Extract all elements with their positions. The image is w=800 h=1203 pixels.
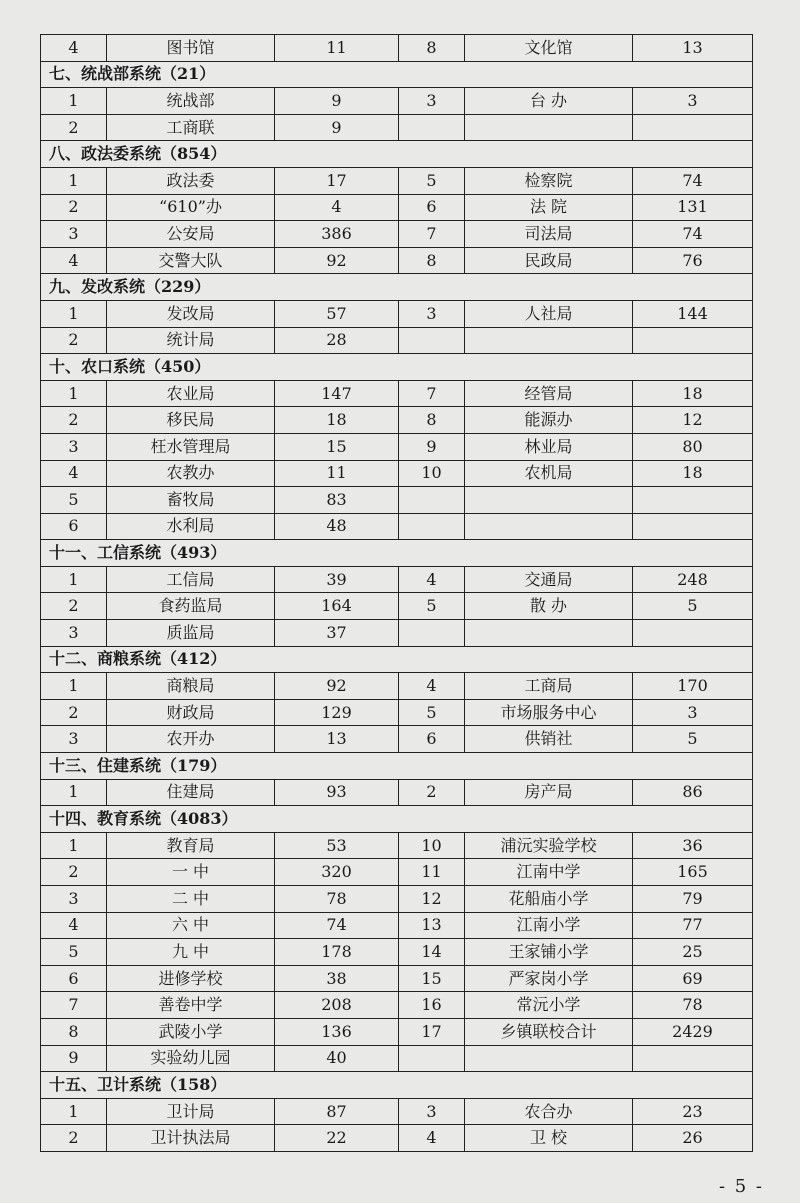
headcount-right: 18 (633, 380, 753, 407)
table-row (41, 487, 753, 514)
row-index-left: 1 (41, 88, 107, 115)
table-row (41, 1125, 753, 1152)
headcount-left: 38 (275, 965, 399, 992)
section-header-row (41, 646, 753, 673)
unit-name-right: 农合办 (465, 1098, 633, 1125)
row-index-right: 6 (399, 726, 465, 753)
unit-name-left: 卫计执法局 (107, 1125, 275, 1152)
section-title: 十二、商粮系统（412） (41, 646, 753, 673)
table-row (41, 1098, 753, 1125)
headcount-left: 40 (275, 1045, 399, 1072)
unit-name-left: 善卷中学 (107, 992, 275, 1019)
section-header-row (41, 1072, 753, 1099)
table-row (41, 912, 753, 939)
row-index-right: 8 (399, 407, 465, 434)
row-index-left: 1 (41, 779, 107, 806)
headcount-right: 78 (633, 992, 753, 1019)
headcount-left: 74 (275, 912, 399, 939)
unit-name-left: “610”办 (107, 194, 275, 221)
headcount-right: 248 (633, 566, 753, 593)
unit-name-right (465, 620, 633, 647)
table-row (41, 88, 753, 115)
unit-name-left: 工商联 (107, 114, 275, 141)
unit-name-right: 人社局 (465, 300, 633, 327)
headcount-left: 83 (275, 487, 399, 514)
row-index-left: 3 (41, 886, 107, 913)
row-index-left: 7 (41, 992, 107, 1019)
unit-name-right: 江南中学 (465, 859, 633, 886)
headcount-right: 25 (633, 939, 753, 966)
row-index-left: 4 (41, 35, 107, 62)
unit-name-left: 财政局 (107, 699, 275, 726)
unit-name-left: 住建局 (107, 779, 275, 806)
section-header-row (41, 354, 753, 381)
unit-name-left: 教育局 (107, 832, 275, 859)
unit-name-left: 图书馆 (107, 35, 275, 62)
headcount-right: 5 (633, 593, 753, 620)
section-title: 十四、教育系统（4083） (41, 806, 753, 833)
row-index-right: 5 (399, 699, 465, 726)
row-index-left: 6 (41, 513, 107, 540)
row-index-left: 2 (41, 114, 107, 141)
unit-name-left: 农教办 (107, 460, 275, 487)
unit-name-right (465, 114, 633, 141)
table-row (41, 1045, 753, 1072)
headcount-left: 78 (275, 886, 399, 913)
unit-name-left: 质监局 (107, 620, 275, 647)
table-row (41, 673, 753, 700)
headcount-right: 18 (633, 460, 753, 487)
table-row (41, 593, 753, 620)
headcount-right (633, 1045, 753, 1072)
unit-name-left: 农业局 (107, 380, 275, 407)
headcount-right (633, 513, 753, 540)
row-index-left: 5 (41, 939, 107, 966)
headcount-right: 3 (633, 88, 753, 115)
table-row (41, 779, 753, 806)
section-title: 十三、住建系统（179） (41, 753, 753, 780)
headcount-left: 208 (275, 992, 399, 1019)
unit-name-right: 能源办 (465, 407, 633, 434)
headcount-left: 28 (275, 327, 399, 354)
row-index-right: 4 (399, 566, 465, 593)
row-index-right: 5 (399, 167, 465, 194)
row-index-right (399, 114, 465, 141)
headcount-left: 17 (275, 167, 399, 194)
staff-allocation-table (40, 34, 753, 1152)
row-index-left: 4 (41, 247, 107, 274)
unit-name-right: 文化馆 (465, 35, 633, 62)
row-index-right: 13 (399, 912, 465, 939)
unit-name-left: 食药监局 (107, 593, 275, 620)
table-row (41, 992, 753, 1019)
table-row (41, 300, 753, 327)
row-index-right: 5 (399, 593, 465, 620)
section-header-row (41, 806, 753, 833)
row-index-right: 7 (399, 221, 465, 248)
headcount-left: 92 (275, 673, 399, 700)
headcount-right: 5 (633, 726, 753, 753)
row-index-right: 2 (399, 779, 465, 806)
unit-name-left: 交警大队 (107, 247, 275, 274)
unit-name-right (465, 1045, 633, 1072)
unit-name-right: 房产局 (465, 779, 633, 806)
unit-name-right: 散 办 (465, 593, 633, 620)
row-index-left: 2 (41, 699, 107, 726)
row-index-left: 2 (41, 593, 107, 620)
row-index-right: 3 (399, 1098, 465, 1125)
row-index-left: 8 (41, 1018, 107, 1045)
row-index-left: 4 (41, 912, 107, 939)
table-row (41, 460, 753, 487)
row-index-right (399, 513, 465, 540)
unit-name-right: 市场服务中心 (465, 699, 633, 726)
headcount-left: 92 (275, 247, 399, 274)
headcount-right (633, 327, 753, 354)
section-title: 七、统战部系统（21） (41, 61, 753, 88)
section-header-row (41, 274, 753, 301)
headcount-right: 144 (633, 300, 753, 327)
unit-name-left: 进修学校 (107, 965, 275, 992)
headcount-left: 53 (275, 832, 399, 859)
headcount-left: 39 (275, 566, 399, 593)
headcount-left: 4 (275, 194, 399, 221)
row-index-left: 1 (41, 167, 107, 194)
row-index-right: 4 (399, 1125, 465, 1152)
table-row (41, 566, 753, 593)
unit-name-right: 江南小学 (465, 912, 633, 939)
row-index-right: 10 (399, 460, 465, 487)
row-index-right: 8 (399, 35, 465, 62)
row-index-right (399, 487, 465, 514)
row-index-left: 3 (41, 433, 107, 460)
unit-name-right: 农机局 (465, 460, 633, 487)
table-row (41, 380, 753, 407)
unit-name-right (465, 487, 633, 514)
table-row (41, 327, 753, 354)
unit-name-right: 林业局 (465, 433, 633, 460)
unit-name-left: 统计局 (107, 327, 275, 354)
unit-name-left: 水利局 (107, 513, 275, 540)
table-row (41, 513, 753, 540)
unit-name-right: 严家岗小学 (465, 965, 633, 992)
headcount-left: 87 (275, 1098, 399, 1125)
table-row (41, 726, 753, 753)
row-index-right (399, 1045, 465, 1072)
headcount-right (633, 114, 753, 141)
headcount-right: 74 (633, 167, 753, 194)
row-index-right: 8 (399, 247, 465, 274)
table-row (41, 1018, 753, 1045)
table-row (41, 35, 753, 62)
headcount-right: 86 (633, 779, 753, 806)
unit-name-left: 枉水管理局 (107, 433, 275, 460)
headcount-left: 178 (275, 939, 399, 966)
unit-name-left: 武陵小学 (107, 1018, 275, 1045)
section-title: 十一、工信系统（493） (41, 540, 753, 567)
row-index-left: 5 (41, 487, 107, 514)
headcount-left: 37 (275, 620, 399, 647)
unit-name-left: 发改局 (107, 300, 275, 327)
row-index-left: 2 (41, 1125, 107, 1152)
row-index-left: 2 (41, 859, 107, 886)
headcount-left: 48 (275, 513, 399, 540)
row-index-left: 1 (41, 300, 107, 327)
table-body (41, 35, 753, 1152)
row-index-right: 3 (399, 300, 465, 327)
headcount-left: 136 (275, 1018, 399, 1045)
unit-name-right: 乡镇联校合计 (465, 1018, 633, 1045)
headcount-left: 386 (275, 221, 399, 248)
headcount-left: 320 (275, 859, 399, 886)
row-index-right: 3 (399, 88, 465, 115)
section-header-row (41, 61, 753, 88)
unit-name-right: 卫 校 (465, 1125, 633, 1152)
headcount-left: 18 (275, 407, 399, 434)
table-row (41, 114, 753, 141)
row-index-right (399, 620, 465, 647)
headcount-left: 129 (275, 699, 399, 726)
headcount-right (633, 487, 753, 514)
unit-name-left: 移民局 (107, 407, 275, 434)
section-title: 十、农口系统（450） (41, 354, 753, 381)
section-title: 九、发改系统（229） (41, 274, 753, 301)
table-row (41, 939, 753, 966)
table-row (41, 194, 753, 221)
headcount-left: 164 (275, 593, 399, 620)
unit-name-right (465, 513, 633, 540)
unit-name-right: 检察院 (465, 167, 633, 194)
unit-name-right: 台 办 (465, 88, 633, 115)
unit-name-right (465, 327, 633, 354)
row-index-left: 1 (41, 380, 107, 407)
unit-name-right: 经管局 (465, 380, 633, 407)
headcount-left: 147 (275, 380, 399, 407)
section-header-row (41, 540, 753, 567)
unit-name-left: 卫计局 (107, 1098, 275, 1125)
table-row (41, 433, 753, 460)
section-header-row (41, 141, 753, 168)
unit-name-left: 二 中 (107, 886, 275, 913)
table-row (41, 247, 753, 274)
unit-name-left: 九 中 (107, 939, 275, 966)
unit-name-right: 民政局 (465, 247, 633, 274)
table-row (41, 221, 753, 248)
row-index-left: 1 (41, 1098, 107, 1125)
headcount-right: 170 (633, 673, 753, 700)
headcount-right: 26 (633, 1125, 753, 1152)
unit-name-left: 工信局 (107, 566, 275, 593)
row-index-right: 11 (399, 859, 465, 886)
row-index-right: 12 (399, 886, 465, 913)
headcount-left: 9 (275, 88, 399, 115)
headcount-right: 165 (633, 859, 753, 886)
table-row (41, 407, 753, 434)
row-index-right (399, 327, 465, 354)
headcount-right: 76 (633, 247, 753, 274)
table-row (41, 886, 753, 913)
row-index-left: 1 (41, 832, 107, 859)
row-index-right: 17 (399, 1018, 465, 1045)
headcount-right (633, 620, 753, 647)
section-header-row (41, 753, 753, 780)
row-index-left: 1 (41, 566, 107, 593)
headcount-left: 57 (275, 300, 399, 327)
row-index-left: 6 (41, 965, 107, 992)
unit-name-right: 花船庙小学 (465, 886, 633, 913)
unit-name-left: 统战部 (107, 88, 275, 115)
unit-name-left: 一 中 (107, 859, 275, 886)
headcount-right: 74 (633, 221, 753, 248)
unit-name-left: 实验幼儿园 (107, 1045, 275, 1072)
unit-name-left: 公安局 (107, 221, 275, 248)
headcount-right: 79 (633, 886, 753, 913)
headcount-right: 69 (633, 965, 753, 992)
unit-name-right: 司法局 (465, 221, 633, 248)
unit-name-right: 供销社 (465, 726, 633, 753)
headcount-left: 93 (275, 779, 399, 806)
unit-name-left: 商粮局 (107, 673, 275, 700)
row-index-right: 7 (399, 380, 465, 407)
table-row (41, 620, 753, 647)
headcount-right: 12 (633, 407, 753, 434)
headcount-left: 15 (275, 433, 399, 460)
row-index-left: 2 (41, 327, 107, 354)
table-row (41, 965, 753, 992)
row-index-right: 9 (399, 433, 465, 460)
unit-name-left: 六 中 (107, 912, 275, 939)
headcount-right: 36 (633, 832, 753, 859)
row-index-right: 15 (399, 965, 465, 992)
row-index-left: 9 (41, 1045, 107, 1072)
table-row (41, 699, 753, 726)
table-row (41, 167, 753, 194)
section-title: 八、政法委系统（854） (41, 141, 753, 168)
headcount-right: 2429 (633, 1018, 753, 1045)
headcount-right: 77 (633, 912, 753, 939)
row-index-left: 2 (41, 194, 107, 221)
row-index-left: 3 (41, 620, 107, 647)
row-index-left: 3 (41, 726, 107, 753)
headcount-right: 13 (633, 35, 753, 62)
unit-name-right: 交通局 (465, 566, 633, 593)
headcount-left: 11 (275, 35, 399, 62)
unit-name-left: 政法委 (107, 167, 275, 194)
row-index-right: 10 (399, 832, 465, 859)
row-index-right: 16 (399, 992, 465, 1019)
row-index-right: 4 (399, 673, 465, 700)
headcount-right: 80 (633, 433, 753, 460)
headcount-left: 11 (275, 460, 399, 487)
headcount-right: 131 (633, 194, 753, 221)
headcount-right: 3 (633, 699, 753, 726)
table-row (41, 859, 753, 886)
page-number: - 5 - (718, 1176, 764, 1197)
row-index-left: 3 (41, 221, 107, 248)
unit-name-left: 畜牧局 (107, 487, 275, 514)
row-index-left: 2 (41, 407, 107, 434)
unit-name-right: 王家铺小学 (465, 939, 633, 966)
unit-name-right: 浦沅实验学校 (465, 832, 633, 859)
row-index-left: 1 (41, 673, 107, 700)
headcount-left: 22 (275, 1125, 399, 1152)
unit-name-right: 工商局 (465, 673, 633, 700)
table-row (41, 832, 753, 859)
unit-name-left: 农开办 (107, 726, 275, 753)
headcount-left: 9 (275, 114, 399, 141)
unit-name-right: 法 院 (465, 194, 633, 221)
row-index-right: 14 (399, 939, 465, 966)
section-title: 十五、卫计系统（158） (41, 1072, 753, 1099)
row-index-left: 4 (41, 460, 107, 487)
headcount-right: 23 (633, 1098, 753, 1125)
unit-name-right: 常沅小学 (465, 992, 633, 1019)
headcount-left: 13 (275, 726, 399, 753)
row-index-right: 6 (399, 194, 465, 221)
